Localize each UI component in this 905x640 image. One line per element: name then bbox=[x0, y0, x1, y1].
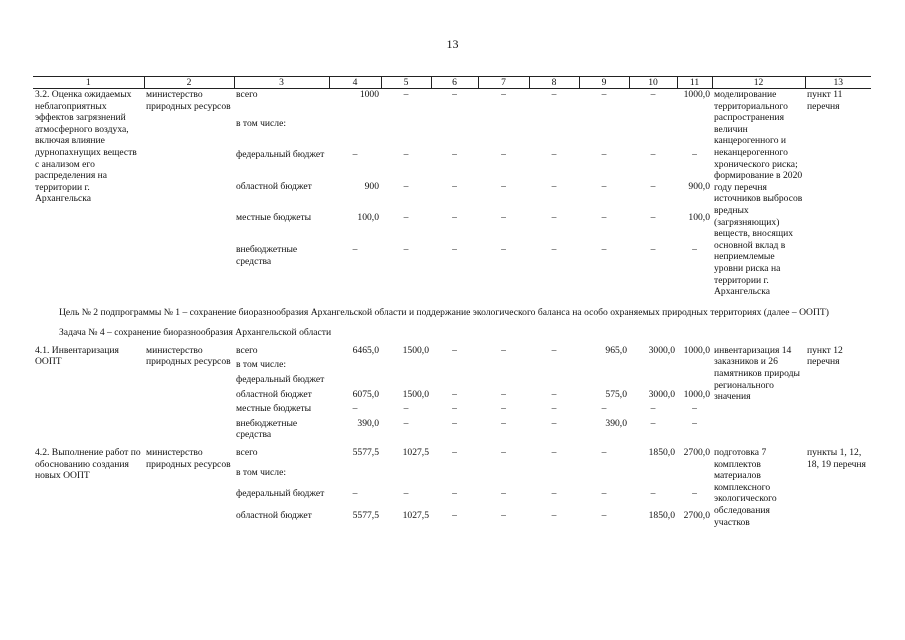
funding-value: – bbox=[352, 243, 358, 255]
indicator-ref: пункты 1, 12, 18, 19 перечня bbox=[807, 447, 866, 470]
funding-value: – bbox=[601, 180, 607, 192]
column-number: 1 bbox=[33, 77, 144, 89]
funding-value: 100,0 bbox=[357, 212, 379, 224]
funding-source: местные бюджеты bbox=[236, 403, 312, 415]
funding-value: – bbox=[551, 344, 557, 356]
expected-result: инвентаризация 14 заказников и 26 памятников природы регионального значения bbox=[714, 344, 800, 403]
funding-value: 100,0 bbox=[688, 212, 710, 224]
funding-value: 390,0 bbox=[357, 417, 379, 429]
funding-value: – bbox=[601, 447, 607, 459]
funding-value: 1500,0 bbox=[402, 344, 429, 356]
funding-value bbox=[431, 115, 478, 147]
funding-value: 6075,0 bbox=[352, 388, 379, 400]
expected-result: моделирование территориального распространения величин канцерогенного и неканцерогенного хронического риска; формирование в 2020 году перечня источников выбросов вредных (загрязняющих) веществ, вносящих основной вклад в неприемлемые уровни риска на территории г. Архангельска bbox=[714, 89, 803, 298]
funding-value: – bbox=[403, 403, 409, 415]
funding-value: – bbox=[452, 488, 457, 500]
column-number: 12 bbox=[712, 77, 805, 89]
funding-value bbox=[478, 115, 529, 147]
column-number: 2 bbox=[144, 77, 234, 89]
funding-source: местные бюджеты bbox=[236, 212, 312, 224]
page-number: 13 bbox=[446, 37, 459, 51]
funding-value bbox=[629, 356, 677, 371]
funding-value: – bbox=[692, 243, 697, 255]
funding-value: 5577,5 bbox=[352, 509, 379, 521]
funding-value bbox=[478, 464, 529, 485]
budget-table bbox=[33, 76, 871, 528]
funding-value: – bbox=[551, 388, 557, 400]
indicator-ref: пункт 11 перечня bbox=[807, 89, 843, 112]
funding-value: – bbox=[551, 403, 557, 415]
funding-source: внебюджетные средства bbox=[236, 243, 298, 267]
funding-value: – bbox=[692, 149, 697, 161]
funding-value: – bbox=[403, 243, 409, 255]
funding-value bbox=[677, 371, 712, 386]
funding-value: – bbox=[650, 488, 656, 500]
funding-value bbox=[579, 464, 629, 485]
funding-value: – bbox=[501, 388, 506, 400]
funding-value: 1500,0 bbox=[402, 388, 429, 400]
funding-value: – bbox=[551, 243, 557, 255]
funding-value: – bbox=[452, 509, 457, 521]
funding-value: 1000 bbox=[359, 89, 379, 100]
funding-source: в том числе: bbox=[236, 359, 287, 371]
funding-value: 1027,5 bbox=[402, 447, 429, 459]
funding-value: – bbox=[501, 89, 506, 100]
funding-value: – bbox=[551, 447, 557, 459]
indicator-ref: пункт 12 перечня bbox=[807, 344, 843, 368]
funding-value bbox=[579, 371, 629, 386]
column-number: 3 bbox=[234, 77, 329, 89]
funding-value: – bbox=[452, 344, 457, 356]
column-number: 5 bbox=[381, 77, 431, 89]
funding-value: – bbox=[501, 243, 506, 255]
funding-value: – bbox=[650, 403, 656, 415]
column-number: 13 bbox=[805, 77, 871, 89]
task-row bbox=[33, 318, 871, 345]
funding-value: – bbox=[452, 403, 457, 415]
funding-value: – bbox=[551, 212, 557, 224]
table-row bbox=[33, 89, 871, 115]
funding-value bbox=[329, 356, 381, 371]
funding-value: – bbox=[352, 488, 358, 500]
funding-value: – bbox=[403, 488, 409, 500]
funding-value: – bbox=[501, 488, 506, 500]
funding-value bbox=[381, 115, 431, 147]
funding-value: – bbox=[601, 212, 607, 224]
funding-value: 1850,0 bbox=[648, 447, 675, 459]
funding-value: – bbox=[501, 344, 506, 356]
funding-value: – bbox=[452, 388, 457, 400]
funding-value: – bbox=[403, 212, 409, 224]
funding-value: – bbox=[650, 180, 656, 192]
measure-name: 4.1. Инвентаризация ООПТ bbox=[35, 344, 119, 368]
funding-value: – bbox=[452, 447, 457, 459]
task-text: Задача № 4 – сохранение биоразнообразия Архангельской области bbox=[59, 327, 332, 339]
funding-source: областной бюджет bbox=[236, 509, 312, 521]
funding-value: 965,0 bbox=[605, 344, 627, 356]
funding-value: 1000,0 bbox=[683, 344, 710, 356]
funding-value: 1850,0 bbox=[648, 509, 675, 521]
measure-name: 4.2. Выполнение работ по обоснованию создания новых ООПТ bbox=[35, 447, 141, 482]
funding-value bbox=[381, 371, 431, 386]
measure-name: 3.2. Оценка ожидаемых неблагоприятных эффектов загрязнений атмосферного воздуха, включая влияние дурнопахнущих веществ с анализом его распределения на территории г. Архангельска bbox=[35, 89, 137, 205]
funding-value: – bbox=[501, 417, 506, 429]
column-number: 7 bbox=[478, 77, 529, 89]
funding-value: – bbox=[650, 243, 656, 255]
funding-value bbox=[677, 464, 712, 485]
funding-value: – bbox=[352, 149, 358, 161]
funding-value: – bbox=[452, 417, 457, 429]
funding-value: – bbox=[501, 212, 506, 224]
funding-value bbox=[579, 115, 629, 147]
funding-value: – bbox=[650, 89, 656, 100]
funding-value: – bbox=[501, 149, 506, 161]
column-number-header bbox=[33, 77, 871, 89]
funding-value: 1000,0 bbox=[683, 388, 710, 400]
funding-value bbox=[329, 371, 381, 386]
funding-value: – bbox=[650, 149, 656, 161]
funding-value bbox=[677, 115, 712, 147]
funding-source: внебюджетные средства bbox=[236, 417, 298, 441]
funding-value: – bbox=[692, 403, 697, 415]
funding-value: 3000,0 bbox=[648, 388, 675, 400]
expected-result: подготовка 7 комплектов материалов комплексного экологического обследования участков bbox=[714, 447, 777, 528]
funding-value: – bbox=[692, 417, 697, 429]
funding-value: – bbox=[403, 89, 409, 100]
funding-value bbox=[529, 464, 579, 485]
funding-value: – bbox=[452, 243, 457, 255]
funding-value: – bbox=[403, 417, 409, 429]
executor: министерство природных ресурсов bbox=[146, 344, 231, 368]
funding-source: в том числе: bbox=[236, 117, 287, 129]
funding-value: – bbox=[551, 149, 557, 161]
executor: министерство природных ресурсов bbox=[146, 447, 231, 470]
goal-row bbox=[33, 298, 871, 319]
funding-source: федеральный бюджет bbox=[236, 488, 325, 500]
funding-value: 575,0 bbox=[605, 388, 627, 400]
funding-value: 1027,5 bbox=[402, 509, 429, 521]
funding-value bbox=[431, 464, 478, 485]
funding-source: в том числе: bbox=[236, 467, 287, 479]
funding-value: – bbox=[452, 212, 457, 224]
funding-value bbox=[478, 356, 529, 371]
funding-value: – bbox=[601, 243, 607, 255]
funding-value: – bbox=[551, 488, 557, 500]
column-number: 11 bbox=[677, 77, 712, 89]
funding-value: 3000,0 bbox=[648, 344, 675, 356]
funding-value: 900 bbox=[364, 180, 379, 192]
funding-value: 2700,0 bbox=[683, 447, 710, 459]
funding-value: – bbox=[601, 149, 607, 161]
funding-value bbox=[629, 115, 677, 147]
funding-value: – bbox=[551, 509, 557, 521]
funding-value bbox=[381, 356, 431, 371]
funding-value bbox=[579, 356, 629, 371]
funding-value: – bbox=[601, 509, 607, 521]
column-number: 9 bbox=[579, 77, 629, 89]
funding-value bbox=[629, 371, 677, 386]
funding-value: 5577,5 bbox=[352, 447, 379, 459]
funding-value bbox=[677, 356, 712, 371]
funding-value: – bbox=[650, 212, 656, 224]
funding-value: – bbox=[601, 488, 607, 500]
funding-value: – bbox=[551, 89, 557, 100]
column-number: 10 bbox=[629, 77, 677, 89]
funding-value: – bbox=[501, 403, 506, 415]
funding-source: всего bbox=[236, 344, 258, 356]
funding-value bbox=[431, 371, 478, 386]
funding-value: – bbox=[501, 180, 506, 192]
funding-value bbox=[329, 464, 381, 485]
table-row bbox=[33, 345, 871, 357]
funding-value bbox=[529, 371, 579, 386]
funding-value: – bbox=[403, 149, 409, 161]
funding-value: 2700,0 bbox=[683, 509, 710, 521]
funding-source: федеральный бюджет bbox=[236, 374, 325, 386]
funding-value: – bbox=[403, 180, 409, 192]
funding-value: – bbox=[452, 180, 457, 192]
funding-value: – bbox=[352, 403, 358, 415]
funding-value: – bbox=[452, 89, 457, 100]
funding-value: – bbox=[551, 180, 557, 192]
funding-value bbox=[529, 115, 579, 147]
funding-value: – bbox=[650, 417, 656, 429]
funding-value: – bbox=[601, 89, 607, 100]
funding-value: 1000,0 bbox=[683, 89, 710, 100]
funding-value bbox=[431, 356, 478, 371]
funding-value: – bbox=[551, 417, 557, 429]
funding-value bbox=[329, 115, 381, 147]
column-number: 8 bbox=[529, 77, 579, 89]
funding-value bbox=[381, 464, 431, 485]
funding-source: всего bbox=[236, 447, 258, 459]
funding-value: – bbox=[601, 403, 607, 415]
funding-source: областной бюджет bbox=[236, 180, 312, 192]
funding-value: 6465,0 bbox=[352, 344, 379, 356]
funding-value bbox=[478, 371, 529, 386]
funding-value: – bbox=[501, 447, 506, 459]
goal-text: Цель № 2 подпрограммы № 1 – сохранение биоразнообразия Архангельской области и поддержание экологического баланса на особо охраняемых природных территориях (далее – ООПТ) bbox=[59, 306, 829, 318]
funding-source: всего bbox=[236, 89, 258, 100]
executor: министерство природных ресурсов bbox=[146, 89, 231, 112]
column-number: 4 bbox=[329, 77, 381, 89]
funding-value: 900,0 bbox=[688, 180, 710, 192]
funding-value: – bbox=[452, 149, 457, 161]
funding-source: федеральный бюджет bbox=[236, 149, 325, 161]
funding-value bbox=[529, 356, 579, 371]
funding-source: областной бюджет bbox=[236, 388, 312, 400]
table-row bbox=[33, 447, 871, 464]
funding-value: – bbox=[692, 488, 697, 500]
funding-value: 390,0 bbox=[605, 417, 627, 429]
funding-value: – bbox=[501, 509, 506, 521]
funding-value bbox=[629, 464, 677, 485]
column-number: 6 bbox=[431, 77, 478, 89]
